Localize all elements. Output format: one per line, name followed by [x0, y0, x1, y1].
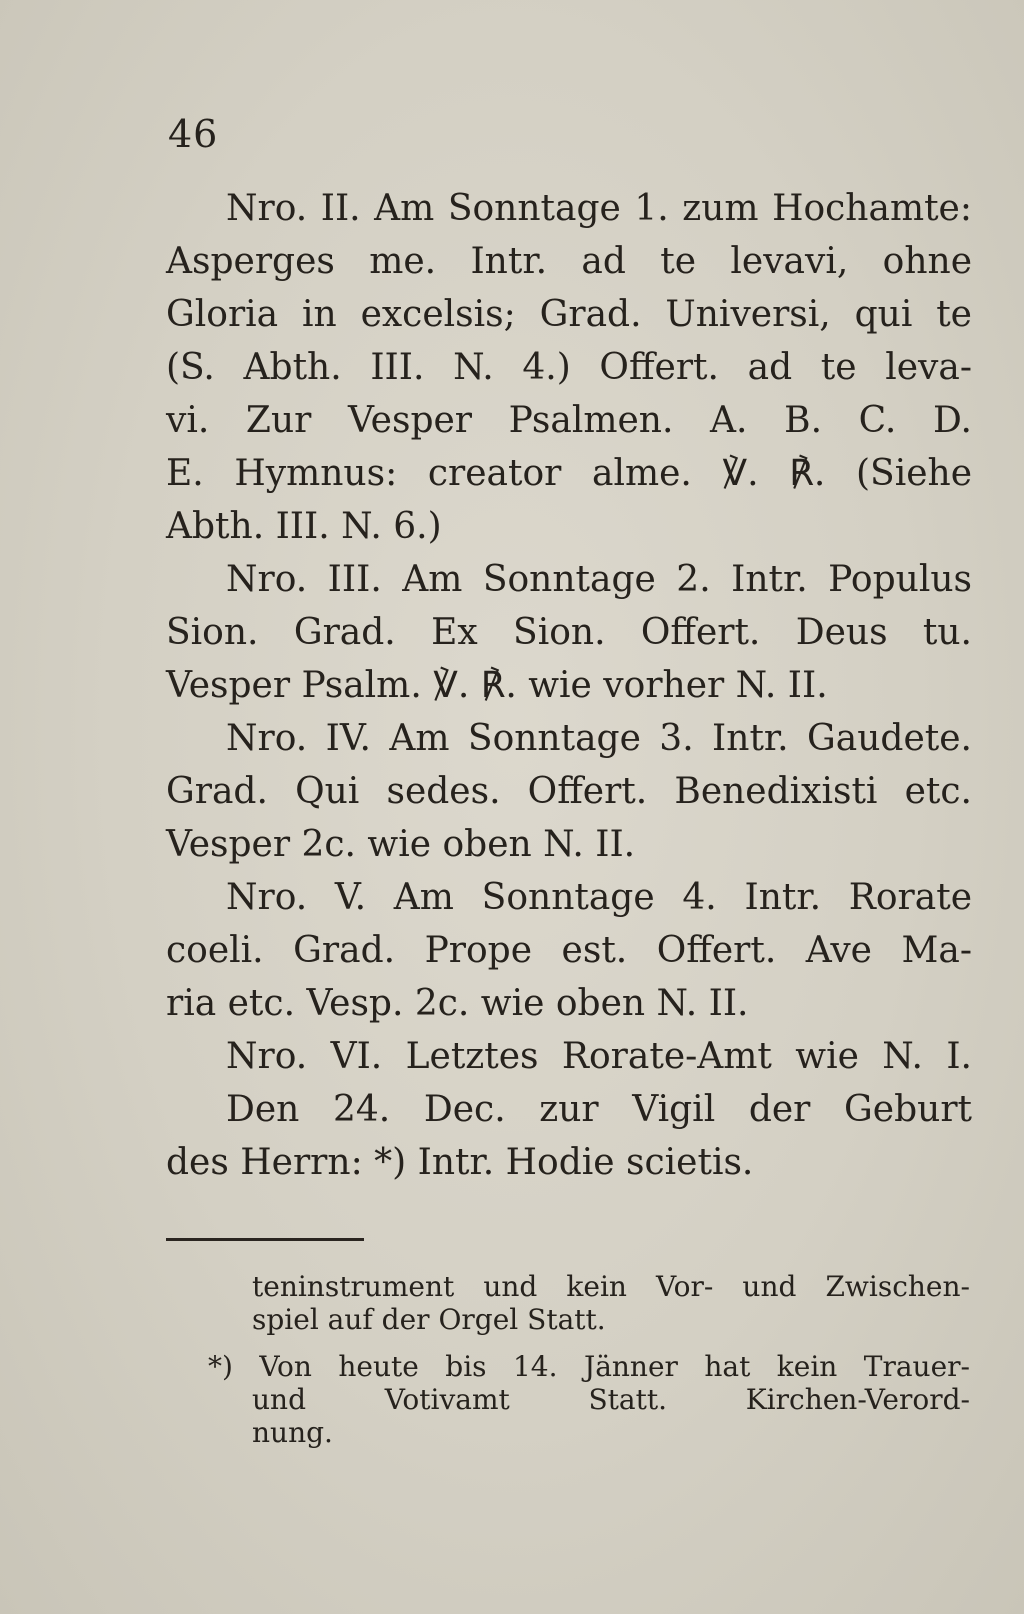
text-line: Gloria in excelsis; Grad. Universi, qui te	[166, 294, 972, 335]
text-line: Grad. Qui sedes. Offert. Benedixisti etc.	[166, 771, 972, 812]
text-line: Nro. III. Am Sonntage 2. Intr. Populus	[226, 559, 972, 600]
footnotes-block	[208, 1270, 970, 1449]
text-line: Abth. III. N. 6.)	[166, 506, 442, 547]
text-line: Den 24. Dec. zur Vigil der Geburt	[226, 1089, 972, 1130]
text-line: Asperges me. Intr. ad te levavi, ohne	[166, 241, 972, 282]
footnote-spacer	[208, 1336, 970, 1350]
text-line: E. Hymnus: creator alme. ℣. ℟. (Siehe	[166, 453, 972, 494]
text-line: Nro. VI. Letztes Rorate-Amt wie N. I.	[226, 1036, 972, 1077]
footnote-line: und Votivamt Statt. Kirchen-Verord-	[252, 1383, 970, 1416]
text-line: Sion. Grad. Ex Sion. Offert. Deus tu.	[166, 612, 972, 653]
footnote-line: teninstrument und kein Vor- und Zwischen-	[252, 1270, 970, 1303]
page-number: 46	[168, 112, 219, 156]
text-line: coeli. Grad. Prope est. Offert. Ave Ma-	[166, 930, 972, 971]
footnote-divider	[166, 1238, 364, 1241]
text-line: Nro. IV. Am Sonntage 3. Intr. Gaudete.	[226, 718, 972, 759]
footnote-line: nung.	[252, 1416, 333, 1449]
text-line: des Herrn: *) Intr. Hodie scietis.	[166, 1142, 754, 1183]
text-line: Vesper Psalm. ℣. ℟. wie vorher N. II.	[166, 665, 828, 706]
text-line: (S. Abth. III. N. 4.) Offert. ad te leva-	[166, 347, 972, 388]
text-line: Nro. V. Am Sonntage 4. Intr. Rorate	[226, 877, 972, 918]
text-line: ria etc. Vesp. 2c. wie oben N. II.	[166, 983, 749, 1024]
text-line: Vesper 2c. wie oben N. II.	[166, 824, 636, 865]
footnote-line: spiel auf der Orgel Statt.	[252, 1303, 606, 1336]
text-line: vi. Zur Vesper Psalmen. A. B. C. D.	[166, 400, 972, 441]
footnote-line: *) Von heute bis 14. Jänner hat kein Trauer-	[208, 1350, 970, 1383]
main-text-block	[166, 182, 972, 1189]
text-line: Nro. II. Am Sonntage 1. zum Hochamte:	[226, 188, 972, 229]
